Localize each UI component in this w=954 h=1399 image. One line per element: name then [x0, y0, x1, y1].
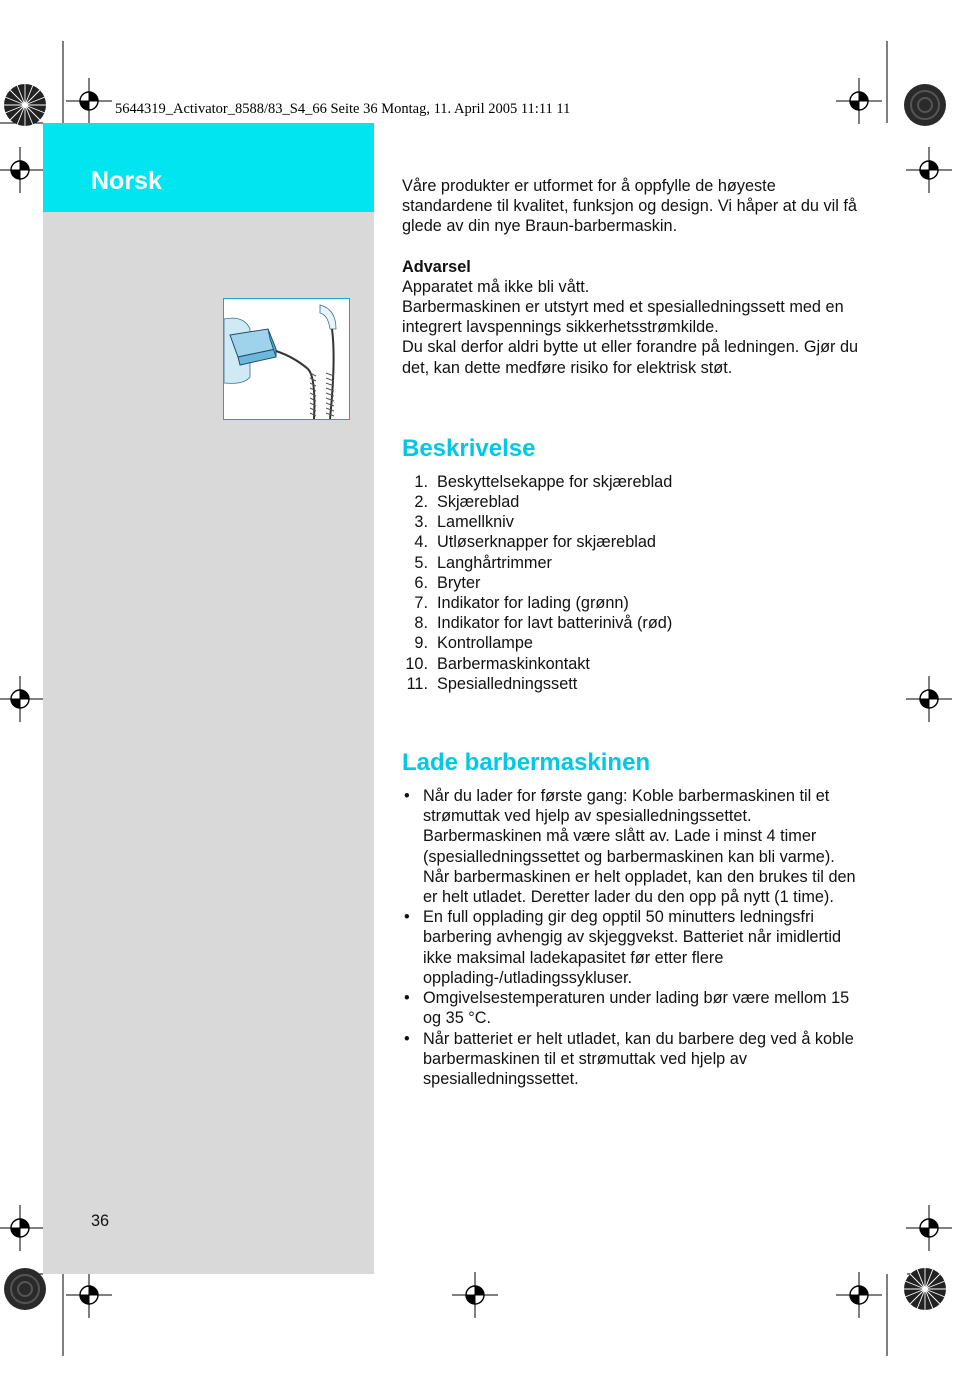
list-item — [402, 472, 862, 492]
item-number: 5. — [414, 553, 428, 572]
warning-line: Apparatet må ikke bli vått. — [402, 277, 590, 296]
registration-target-icon — [906, 1205, 952, 1251]
list-item — [402, 907, 862, 988]
list-item — [402, 654, 862, 674]
warning-line: Barbermaskinen er utstyrt med et spesialledningssett med en integrert lavspennings sikkerhetsstrømkilde. — [402, 298, 844, 337]
bullet-icon: • — [404, 989, 410, 1008]
starburst-mark-icon — [902, 82, 948, 128]
item-number: 7. — [414, 594, 428, 613]
registration-target-icon — [906, 147, 952, 193]
list-item — [402, 492, 862, 512]
item-number: 3. — [414, 513, 428, 532]
registration-target-icon — [836, 78, 882, 124]
list-item — [402, 573, 862, 593]
item-text: Bryter — [437, 573, 481, 592]
registration-target-icon — [0, 147, 43, 193]
bullet-icon: • — [404, 1029, 410, 1048]
bullet-text: Omgivelsestemperaturen under lading bør være mellom 15 og 35 °C. — [423, 989, 850, 1028]
item-number: 1. — [414, 472, 428, 491]
item-number: 2. — [414, 493, 428, 512]
registration-target-icon — [0, 676, 43, 722]
bullet-text: Når du lader for første gang: Koble barbermaskinen til et strømuttak ved hjelp av spesialledningssettet. Barbermaskinen må være slått av. Lade i minst 4 timer (spesialledningssettet og barbermaskinen kan bli varme). Når barbermaskinen er helt oppladet, kan den brukes til den er helt utladet. Deretter lader du den opp på nytt (1 time). — [423, 787, 856, 907]
item-number: 9. — [414, 634, 428, 653]
item-text: Langhårtrimmer — [437, 553, 552, 572]
warning-title: Advarsel — [402, 257, 471, 276]
item-text: Indikator for lavt batterinivå (rød) — [437, 614, 673, 633]
list-item — [402, 553, 862, 573]
starburst-mark-icon — [2, 1266, 48, 1312]
bullet-icon: • — [404, 787, 410, 806]
plug-illustration — [223, 298, 350, 420]
item-number: 10. — [405, 654, 428, 673]
language-title: Norsk — [91, 167, 162, 195]
list-item — [402, 786, 862, 907]
bullet-text: En full opplading gir deg opptil 50 minutters ledningsfri barbering avhengig av skjeggvekst. Batteriet når imidlertid ikke maksimal ladekapasitet før etter flere opplading-/utladingssykluser. — [423, 908, 842, 987]
registration-target-icon — [836, 1272, 882, 1318]
main-content — [402, 176, 862, 1089]
warning-line: Du skal derfor aldri bytte ut eller forandre på ledningen. Gjør du det, kan dette medføre risiko for elektrisk støt. — [402, 338, 859, 377]
item-text: Spesialledningssett — [437, 674, 578, 693]
item-number: 11. — [406, 674, 428, 693]
starburst-mark-icon — [902, 1266, 948, 1312]
item-number: 6. — [414, 573, 428, 592]
item-text: Barbermaskinkontakt — [437, 654, 590, 673]
page-number: 36 — [91, 1212, 110, 1230]
item-number: 4. — [414, 533, 428, 552]
list-item — [402, 593, 862, 613]
list-item — [402, 532, 862, 552]
item-text: Skjæreblad — [437, 493, 520, 512]
charging-heading: Lade barbermaskinen — [402, 749, 651, 777]
parts-list — [402, 472, 862, 694]
list-item — [402, 633, 862, 653]
registration-target-icon — [452, 1272, 498, 1318]
registration-target-icon — [906, 676, 952, 722]
registration-target-icon — [66, 78, 112, 124]
item-number: 8. — [414, 614, 428, 633]
item-text: Lamellkniv — [437, 513, 514, 532]
list-item — [402, 988, 862, 1028]
print-header-line: 5644319_Activator_8588/83_S4_66 Seite 36 Montag, 11. April 2005 11:11 11 — [115, 101, 571, 117]
item-text: Beskyttelsekappe for skjæreblad — [437, 472, 673, 491]
starburst-mark-icon — [2, 82, 48, 128]
list-item — [402, 1029, 862, 1090]
bullet-icon: • — [404, 908, 410, 927]
list-item — [402, 613, 862, 633]
registration-target-icon — [66, 1272, 112, 1318]
registration-target-icon — [0, 1205, 43, 1251]
charging-list — [402, 786, 862, 1089]
plug-cord-icon — [224, 299, 349, 419]
bullet-text: Når batteriet er helt utladet, kan du barbere deg ved å koble barbermaskinen til et strømuttak ved hjelp av spesialledningssettet. — [423, 1029, 854, 1088]
item-text: Kontrollampe — [437, 634, 533, 653]
list-item — [402, 512, 862, 532]
list-item — [402, 674, 862, 694]
description-heading: Beskrivelse — [402, 434, 536, 462]
sidebar-panel — [43, 123, 374, 1274]
item-text: Indikator for lading (grønn) — [437, 594, 629, 613]
intro-paragraph: Våre produkter er utformet for å oppfylle de høyeste standardene til kvalitet, funksjon og design. Vi håper at du vil få glede av din nye Braun-barbermaskin. — [402, 177, 857, 236]
item-text: Utløserknapper for skjæreblad — [437, 533, 656, 552]
